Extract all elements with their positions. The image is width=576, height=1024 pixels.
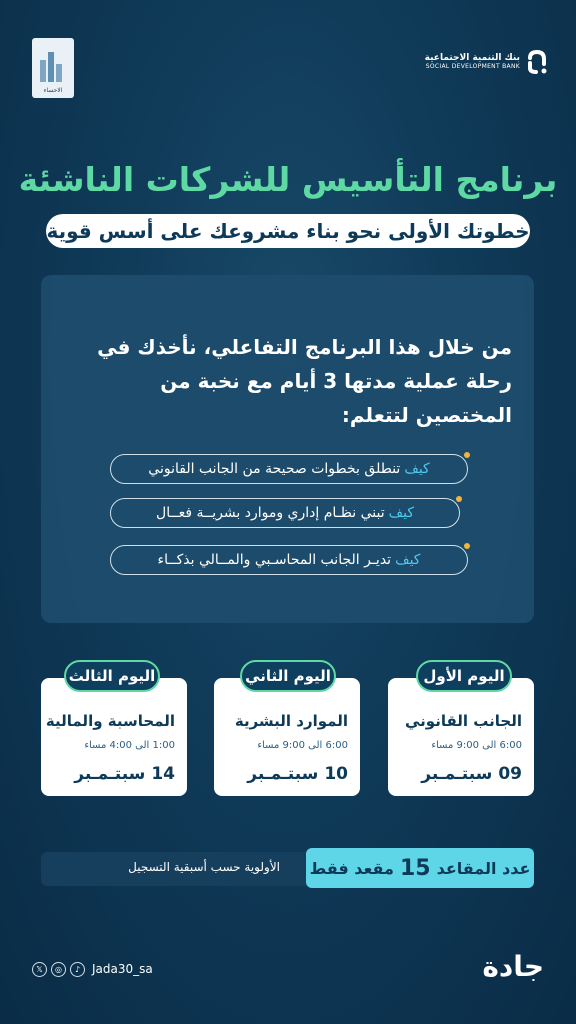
- day-topic: الموارد البشرية: [234, 712, 348, 730]
- ahsa-logo: [32, 38, 74, 98]
- seats-prefix: عدد المقاعد: [436, 858, 531, 878]
- intro-text: من خلال هذا البرنامج التفاعلي، نأخذك في رحلة عملية مدتها 3 أيام مع نخبة من المختصين لتتعلم:: [97, 335, 512, 427]
- priority-note: الأولوية حسب أسبقية التسجيل: [128, 860, 280, 874]
- day-time: 6:00 الى 9:00 مساء: [431, 740, 522, 751]
- day-tag-2: اليوم الثاني: [240, 660, 336, 692]
- bullet-finance: كيف تديـر الجانب المحاسـبي والمــالي بذكــاء: [110, 545, 468, 575]
- day-date: 09 سبتـمـبر: [421, 764, 522, 784]
- instagram-icon[interactable]: ◎: [51, 962, 66, 977]
- bank-name-en: SOCIAL DEVELOPMENT BANK: [425, 62, 520, 70]
- page-title: برنامج التأسيس للشركات الناشئة: [18, 160, 558, 199]
- social-handle: Jada30_sa: [92, 962, 153, 976]
- day-card-3: [41, 678, 187, 796]
- subtitle-pill: [46, 214, 530, 248]
- day-time: 6:00 الى 9:00 مساء: [257, 740, 348, 751]
- seats-pill: [306, 848, 534, 888]
- tiktok-icon[interactable]: ♪: [70, 962, 85, 977]
- day-time: 1:00 الى 4:00 مساء: [84, 740, 175, 751]
- bank-mark-icon: [526, 48, 548, 76]
- social-icons: [32, 962, 85, 977]
- day-date: 10 سبتـمـبر: [247, 764, 348, 784]
- day-topic: الجانب القانوني: [405, 712, 522, 730]
- seats-count: 15: [399, 855, 431, 881]
- day-tag-3: اليوم الثالث: [64, 660, 160, 692]
- bullet-dot-icon: [456, 496, 462, 502]
- subtitle-text: خطوتك الأولى نحو بناء مشروعك على أسس قوية: [46, 219, 530, 243]
- jada-logo: جادة: [482, 950, 544, 983]
- day-tag-1: اليوم الأول: [416, 660, 512, 692]
- x-icon[interactable]: 𝕏: [32, 962, 47, 977]
- day-card-2: [214, 678, 360, 796]
- bank-name-ar: بنك التنمية الاجتماعية: [424, 52, 520, 63]
- bullet-dot-icon: [464, 543, 470, 549]
- day-topic: المحاسبة والمالية: [45, 712, 175, 730]
- seats-suffix: مقعد فقط: [309, 858, 394, 878]
- day-card-1: [388, 678, 534, 796]
- bullet-dot-icon: [464, 452, 470, 458]
- bank-logo: [408, 44, 548, 80]
- day-date: 14 سبتـمـبر: [74, 764, 175, 784]
- bullet-legal: كيف تنطلق بخطوات صحيحة من الجانب القانوني: [110, 454, 468, 484]
- ahsa-logo-caption: الاحساء: [43, 87, 63, 94]
- bullet-hr: كيف تبني نظـام إداري وموارد بشريــة فعــال: [110, 498, 460, 528]
